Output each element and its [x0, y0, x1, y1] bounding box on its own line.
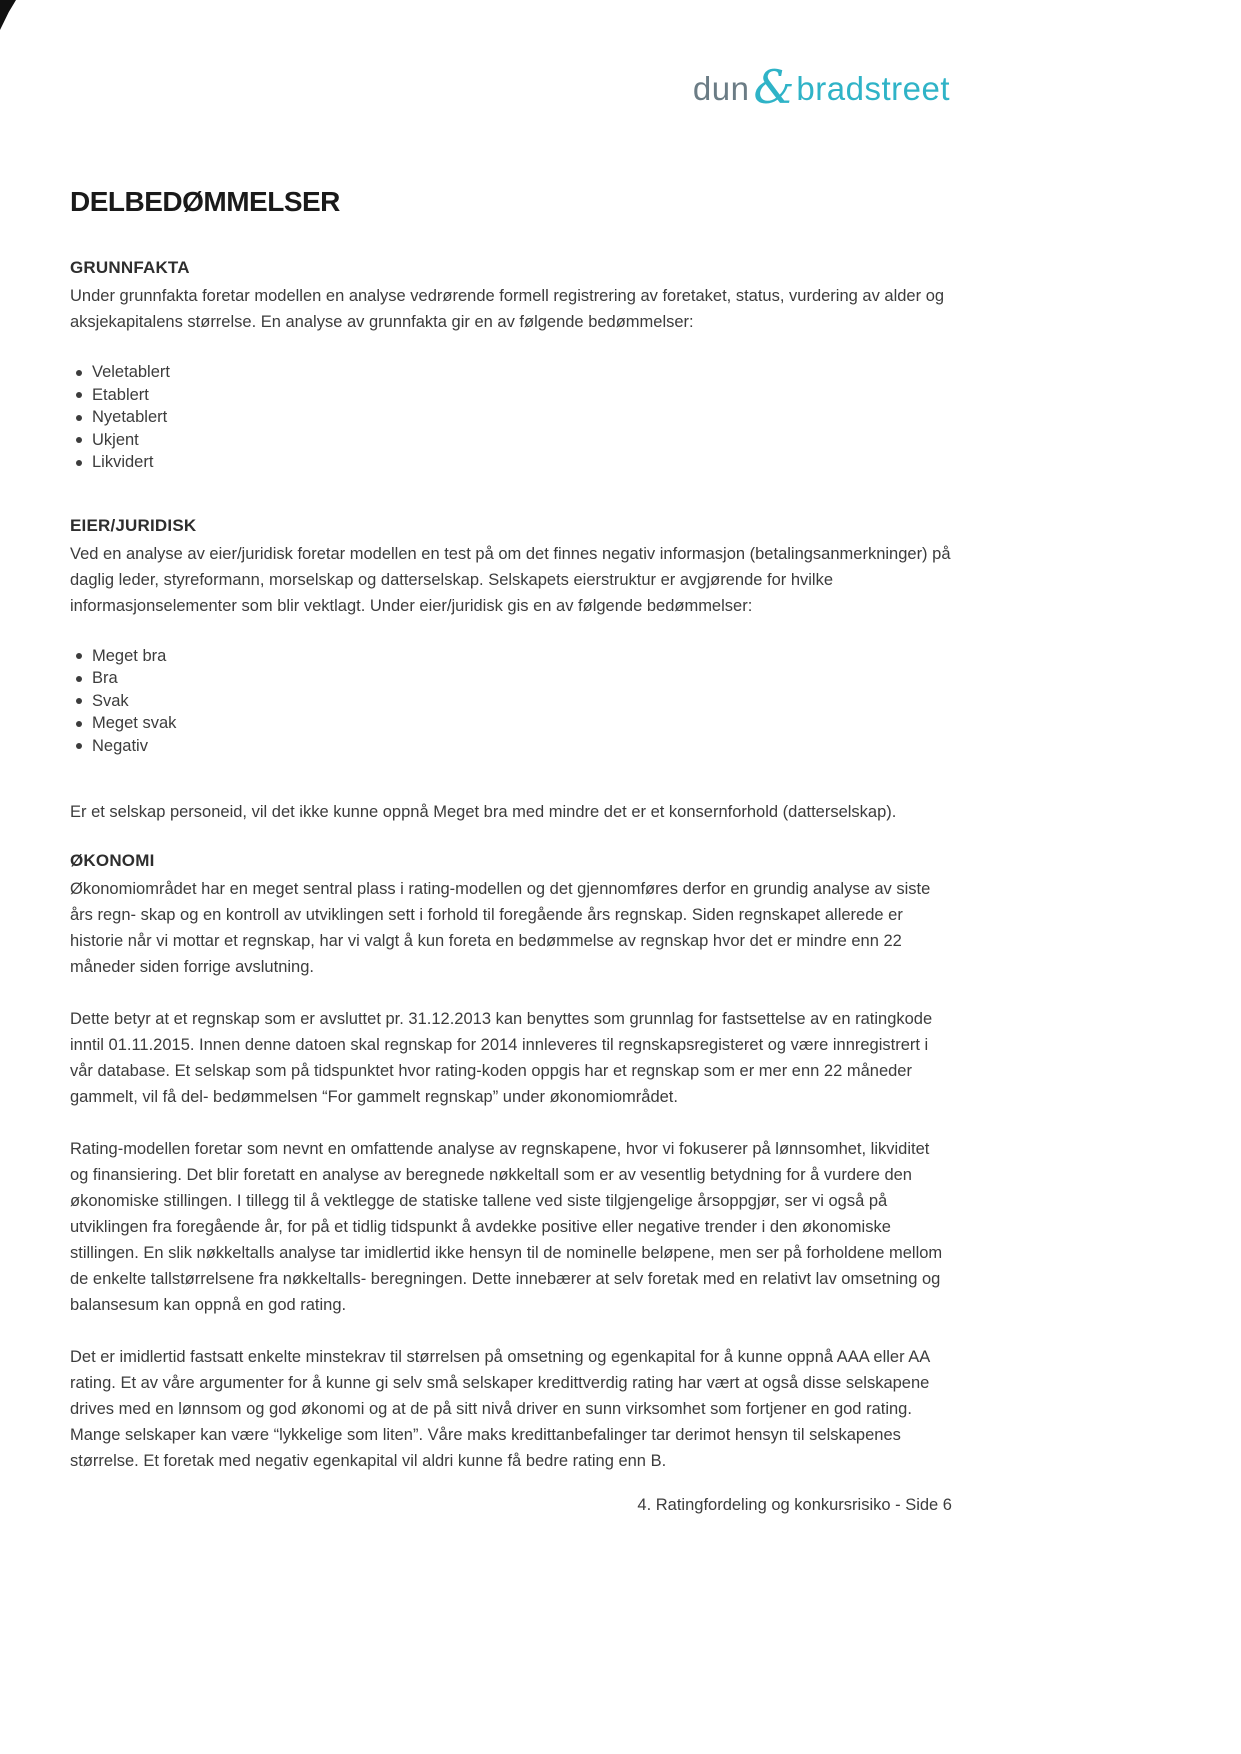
document-content — [70, 186, 952, 1500]
logo-text-bradstreet: bradstreet — [796, 70, 950, 107]
page-footer: 4. Ratingfordeling og konkursrisiko - Side 6 — [637, 1496, 952, 1514]
eier-juridisk-note: Er et selskap personeid, vil det ikke kunne oppnå Meget bra med mindre det er et konsernforhold (datterselskap). — [70, 803, 897, 821]
section-heading-eier-juridisk: EIER/JURIDISK — [70, 515, 197, 535]
bullet-item: Bra — [74, 667, 952, 690]
okonomi-paragraph-2: Dette betyr at et regnskap som er avsluttet pr. 31.12.2013 kan benyttes som grunnlag for fastsettelse av en ratingkode inntil 01.11.2015. Innen denne datoen skal regnskap for 2014 innleveres til regnskapsregisteret og være innregistrert i vår database. Et selskap som på tidspunktet hvor rating-koden oppgis har et regnskap som er mer enn 22 måneder gammelt, vil få del- bedømmelsen “For gammelt regnskap” under økonomiområdet. — [70, 1010, 933, 1106]
logo-text-dun: dun — [692, 70, 750, 107]
okonomi-paragraph-3: Rating-modellen foretar som nevnt en omfattende analyse av regnskapene, hvor vi fokuserer på lønnsomhet, likviditet og finansiering. Det blir foretatt en analyse av beregnede nøkkeltall som er av vesentlig betydning for å vurdere den økonomiske stillingen. I tillegg til å vektlegge de statiske tallene ved siste tilgjengelige årsoppgjør, ser vi også på utviklingen fra foregående år, for på et tidlig tidspunkt å avdekke positive eller negative trender i den økonomiske stillingen. En slik nøkkeltalls analyse tar imidlertid ikke hensyn til de nominelle beløpene, men ser på forholdene mellom de enkelte tallstørrelsene fra nøkkeltalls- beregningen. Dette innebærer at selv foretak med en relativt lav omsetning og balansesum kan oppnå en god rating. — [70, 1140, 943, 1314]
grunnfakta-bullet-list — [74, 361, 952, 474]
bullet-item: Veletablert — [74, 361, 952, 384]
dun-bradstreet-logo: dun & bradstreet — [692, 60, 950, 114]
bullet-item: Meget svak — [74, 712, 952, 735]
page-title: DELBEDØMMELSER — [70, 186, 340, 217]
bullet-item: Nyetablert — [74, 406, 952, 429]
bullet-item: Etablert — [74, 384, 952, 407]
section-eier-juridisk — [70, 516, 952, 826]
section-grunnfakta — [70, 258, 952, 474]
bullet-item: Ukjent — [74, 429, 952, 452]
section-heading-grunnfakta: GRUNNFAKTA — [70, 258, 190, 277]
okonomi-paragraph-4: Det er imidlertid fastsatt enkelte minstekrav til størrelsen på omsetning og egenkapital for å kunne oppnå AAA eller AA rating. Et av våre argumenter for å kunne gi selv små selskaper kredittverdig rating har vært at også disse selskapene drives med en lønnsom og god økonomi og at de på sitt nivå driver en sunn virksomhet som fortjener en god rating. Mange selskaper kan være “lykkelige som liten”. Våre maks kredittanbefalinger tar derimot hensyn til selskapenes størrelse. Et foretak med negativ egenkapital vil aldri kunne få bedre rating enn B. — [70, 1348, 930, 1470]
eier-juridisk-intro: Ved en analyse av eier/juridisk foretar modellen en test på om det finnes negativ informasjon (betalingsanmerkninger) på daglig leder, styreformann, morselskap og datterselskap. Selskapets eierstruktur er avgjørende for hvilke informasjonselementer som blir vektlagt. Under eier/juridisk gis en av følgende bedømmelser: — [70, 544, 951, 615]
eier-juridisk-bullet-list — [74, 645, 952, 758]
bullet-item: Meget bra — [74, 645, 952, 668]
grunnfakta-intro: Under grunnfakta foretar modellen en analyse vedrørende formell registrering av foretaket, status, vurdering av alder og aksjekapitalens størrelse. En analyse av grunnfakta gir en av følgende bedømmelser: — [70, 287, 945, 331]
section-heading-okonomi: ØKONOMI — [70, 851, 155, 870]
corner-scan-mark — [0, 0, 16, 30]
bullet-item: Svak — [74, 690, 952, 713]
okonomi-paragraph-1: Økonomiområdet har en meget sentral plass i rating-modellen og det gjennomføres derfor en grundig analyse av siste års regn- skap og en kontroll av utviklingen sett i forhold til foregående års regnskap. Siden regnskapet allerede er historie når vi mottar et regnskap, har vi valgt å kun foreta en bedømmelse av regnskap hvor det er mindre enn 22 måneder siden forrige avslutning. — [70, 880, 931, 976]
section-okonomi — [70, 851, 952, 1474]
bullet-item: Negativ — [74, 735, 952, 758]
bullet-item: Likvidert — [74, 451, 952, 474]
